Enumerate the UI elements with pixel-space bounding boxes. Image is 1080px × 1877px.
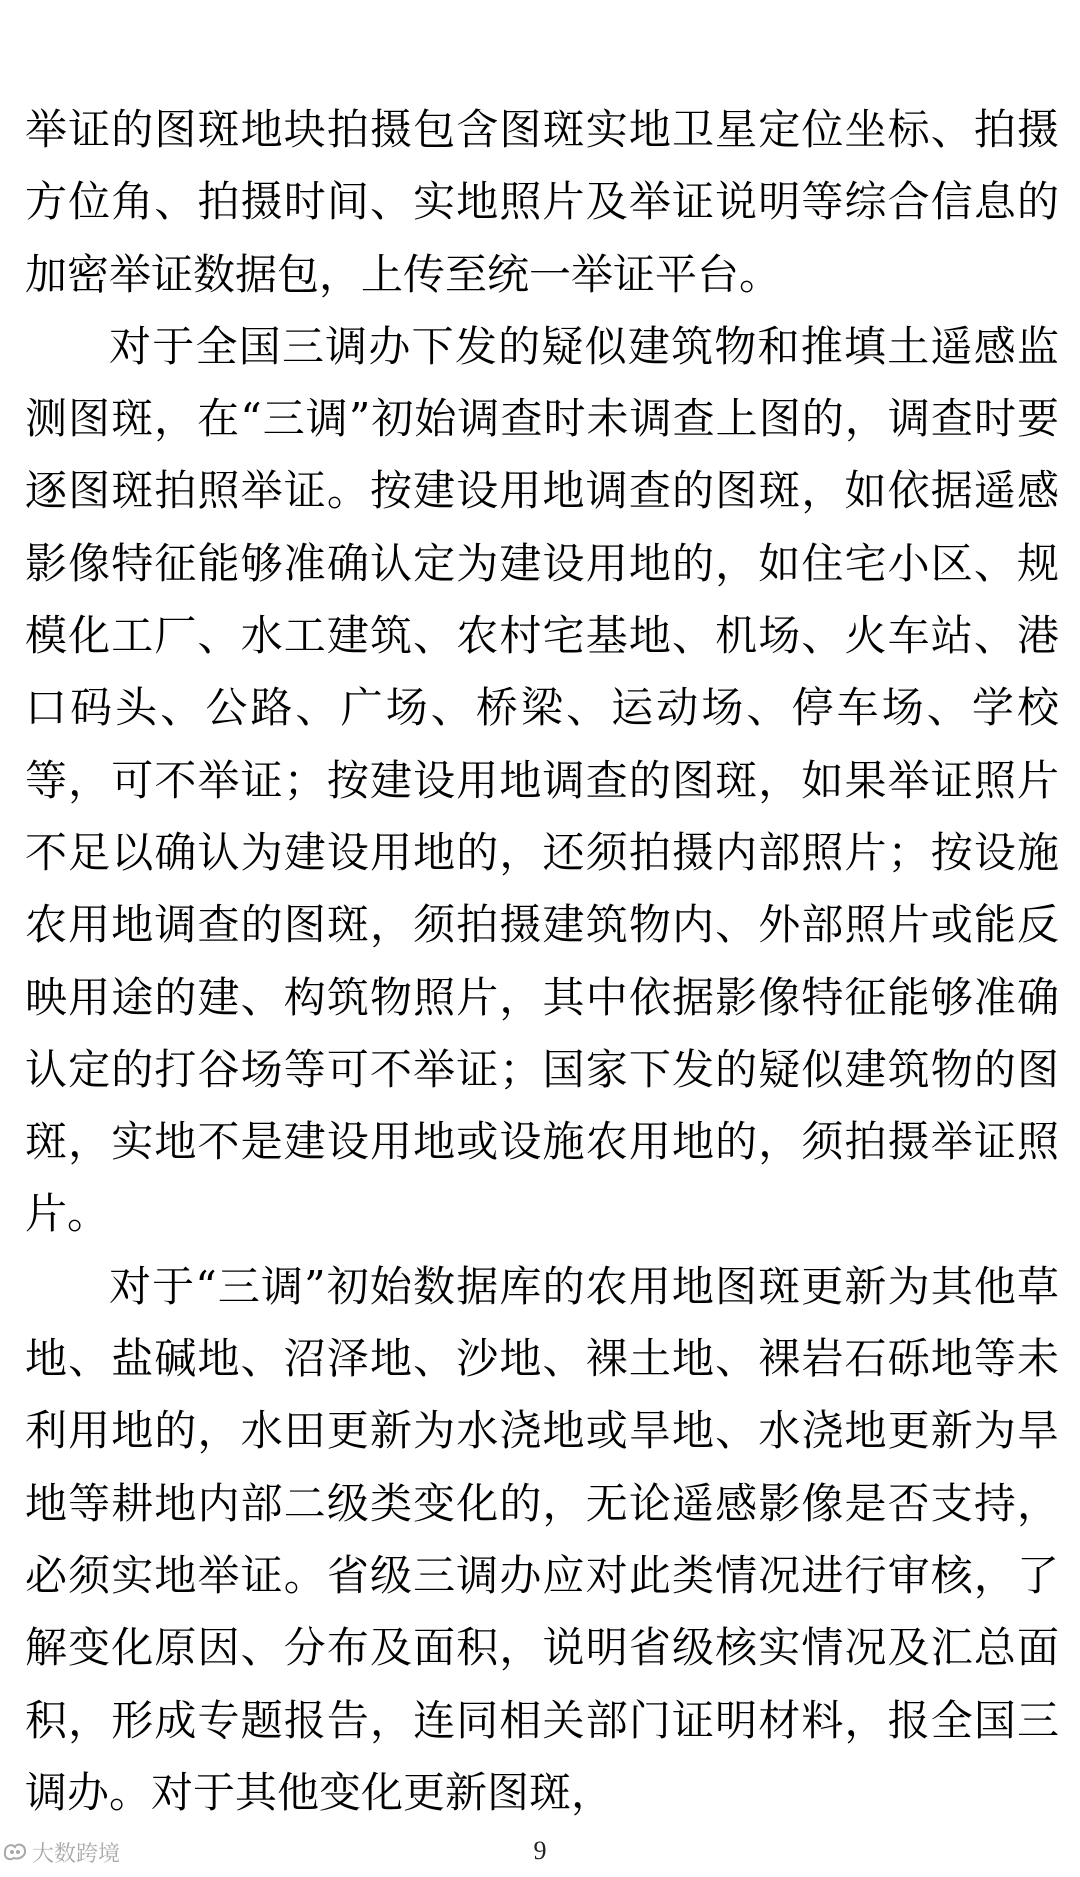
watermark-text: 大数跨境 <box>32 1841 121 1867</box>
paragraph-2: 对于全国三调办下发的疑似建筑物和推填土遥感监测图斑，在“三调”初始调查时未调查上图的，调查时要逐图斑拍照举证。按建设用地调查的图斑，如依据遥感影像特征能够准确认定为建设用地的，如住宅小区、规模化工厂、水工建筑、农村宅基地、机场、火车站、港口码头、公路、广场、桥梁、运动场、停车场、学校等，可不举证；按建设用地调查的图斑，如果举证照片不足以确认为建设用地的，还须拍摄内部照片；按设施农用地调查的图斑，须拍摄建筑物内、外部照片或能反映用途的建、构筑物照片，其中依据影像特征能够准确认定的打谷场等可不举证；国家下发的疑似建筑物的图斑，实地不是建设用地或设施农用地的，须拍摄举证照片。 <box>25 321 1059 1239</box>
paragraph-1: 举证的图斑地块拍摄包含图斑实地卫星定位坐标、拍摄方位角、拍摄时间、实地照片及举证说明等综合信息的加密举证数据包，上传至统一举证平台。 <box>25 105 1059 299</box>
page-number: 9 <box>533 1836 547 1865</box>
body-text <box>25 94 1059 1829</box>
paragraph-3: 对于“三调”初始数据库的农用地图斑更新为其他草地、盐碱地、沼泽地、沙地、裸土地、裸岩石砾地等未利用地的，水田更新为水浇地或旱地、水浇地更新为旱地等耕地内部二级类变化的，无论遥感影像是否支持，必须实地举证。省级三调办应对此类情况进行审核，了解变化原因、分布及面积，说明省级核实情况及汇总面积，形成专题报告，连同相关部门证明材料，报全国三调办。对于其他变化更新图斑， <box>25 1261 1059 1817</box>
